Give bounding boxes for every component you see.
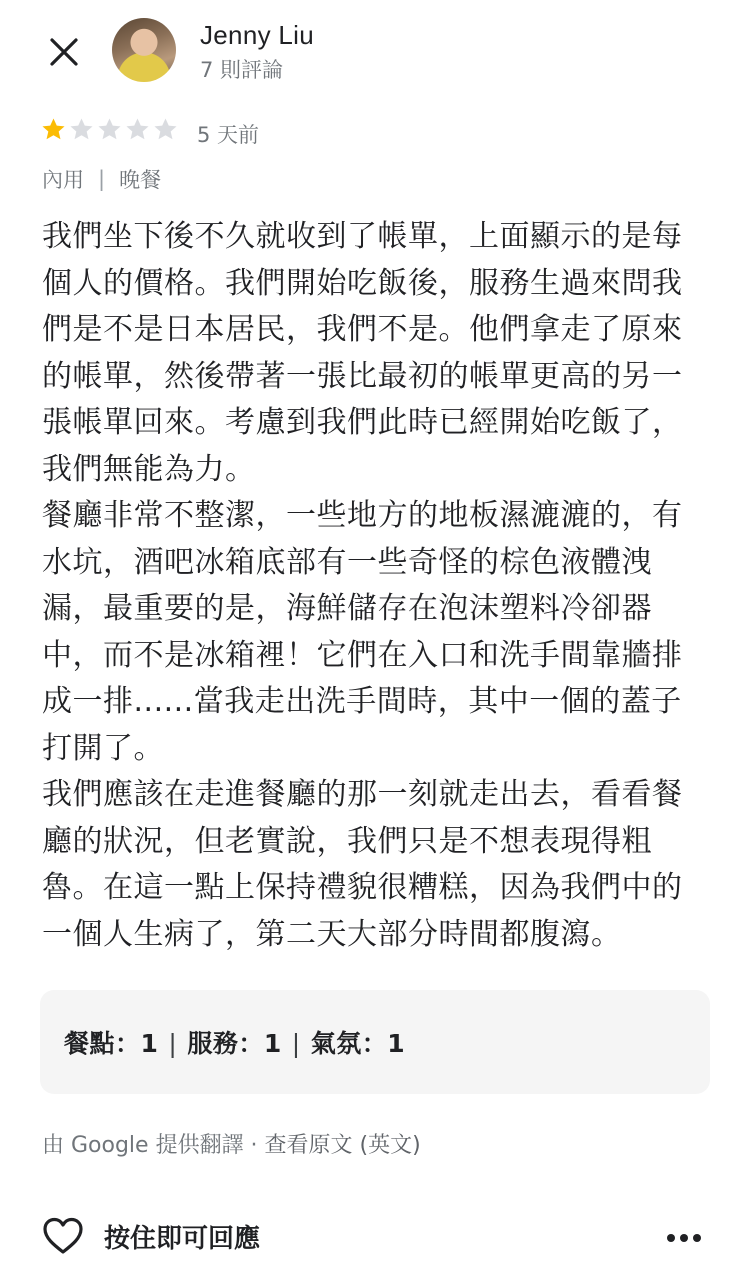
food-rating: 餐點：1 [64,1029,159,1058]
star-empty-icon [96,116,123,143]
star-filled-icon [40,116,67,143]
like-button[interactable] [42,1216,260,1256]
service-rating: 服務：1 [187,1029,282,1058]
avatar[interactable] [112,18,176,82]
star-empty-icon [152,116,179,143]
service-type: 內用 [42,168,84,192]
rating-separator: | [168,1029,178,1058]
rating-separator: | [291,1029,301,1058]
heart-icon [42,1216,84,1256]
more-icon [666,1233,702,1243]
star-empty-icon [68,116,95,143]
review-time: 5 天前 [197,123,260,147]
more-options-button[interactable] [664,1224,704,1252]
close-button[interactable] [40,28,88,76]
meal-type: 晚餐 [119,168,162,192]
star-empty-icon [124,116,151,143]
like-label: 按住即可回應 [104,1223,261,1254]
visit-meta [42,164,161,194]
sub-ratings-box [40,990,710,1094]
meta-separator: | [98,167,106,191]
atmosphere-rating: 氣氛：1 [310,1029,406,1058]
reviewer-name[interactable]: Jenny Liu [200,20,314,50]
review-text [42,214,708,958]
review-count: 7 則評論 [200,58,284,82]
review-paragraph: 餐廳非常不整潔，一些地方的地板濕漉漉的，有水坑，酒吧冰箱底部有一些奇怪的棕色液體洩漏，最重要的是，海鮮儲存在泡沫塑料冷卻器中，而不是冰箱裡！它們在入口和洗手間靠牆排成一排......當我走出洗手間時，其中一個的蓋子打開了。 [42,498,683,766]
translation-source: 由 Google 提供翻譯 · [42,1133,265,1158]
close-icon [49,37,79,67]
review-paragraph: 我們坐下後不久就收到了帳單，上面顯示的是每個人的價格。我們開始吃飯後，服務生過來問我們是不是日本居民，我們不是。他們拿走了原來的帳單，然後帶著一張比最初的帳單更高的另一張帳單回來。考慮到我們此時已經開始吃飯了，我們無能為力。 [42,219,683,487]
view-original-link[interactable]: 查看原文 (英文) [264,1133,421,1158]
star-rating [40,116,179,143]
translation-note [42,1128,421,1159]
review-paragraph: 我們應該在走進餐廳的那一刻就走出去，看看餐廳的狀況，但老實說，我們只是不想表現得粗魯。在這一點上保持禮貌很糟糕，因為我們中的一個人生病了，第二天大部分時間都腹瀉。 [42,777,683,952]
sub-ratings [64,1024,405,1060]
